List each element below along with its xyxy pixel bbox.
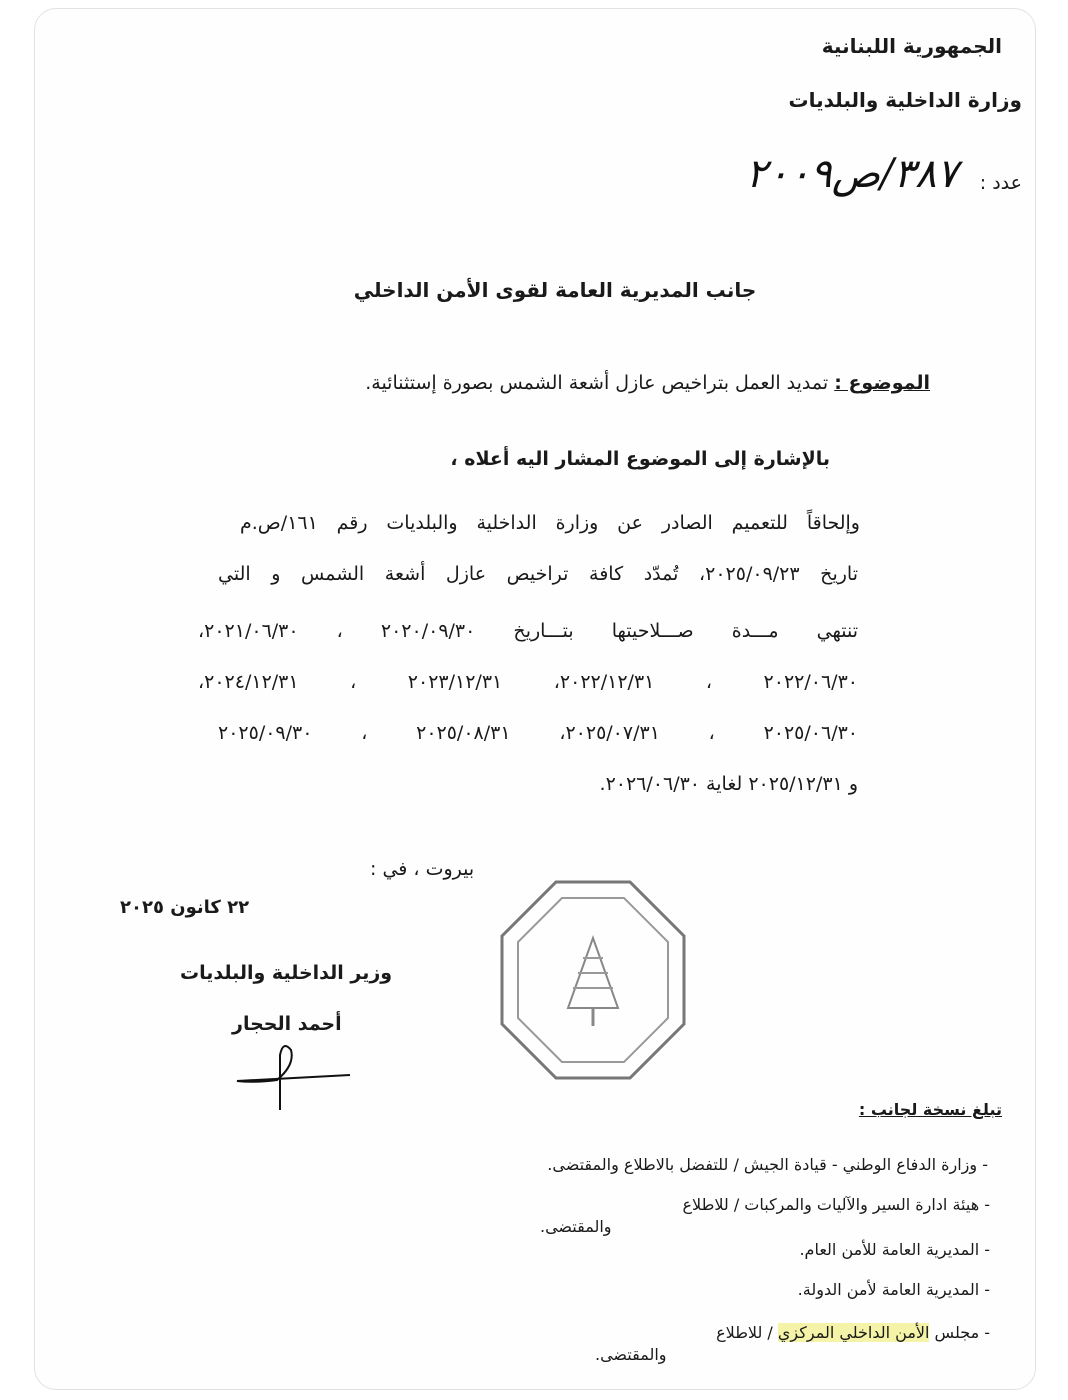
signatory-name: أحمد الحجار — [232, 1013, 342, 1035]
body-line: ٢٠٢٥/٠٦/٣٠ ، ٢٠٢٥/٠٧/٣١، ٢٠٢٥/٠٨/٣١ ، ٢٠٢٥/٠٩/٣٠ — [218, 722, 859, 744]
addressee: جانب المديرية العامة لقوى الأمن الداخلي — [353, 278, 757, 302]
subject-label: الموضوع : — [834, 372, 930, 394]
subject-line — [365, 372, 930, 395]
copy-recipient-continued: والمقتضى. — [540, 1217, 612, 1236]
copy-recipient — [716, 1323, 990, 1342]
body-line: وإلحاقاً للتعميم الصادر عن وزارة الداخلية والبلديات رقم ١٦١/ص.م — [240, 512, 860, 534]
body-line: ٢٠٢٢/٠٦/٣٠ ، ٢٠٢٢/١٢/٣١، ٢٠٢٣/١٢/٣١ ، ٢٠٢٤/١٢/٣١، — [198, 671, 858, 693]
place-label: بيروت ، في : — [370, 858, 475, 880]
subject-text: تمديد العمل بتراخيص عازل أشعة الشمس بصورة إستثنائية. — [365, 372, 829, 394]
handwritten-reference-number: ٣٨٧/ص٢٠٠٩ — [745, 151, 958, 197]
copy-recipient-continued: والمقتضى. — [595, 1345, 667, 1364]
signature-icon — [225, 1035, 355, 1115]
copy-recipient: - المديرية العامة لأمن الدولة. — [797, 1280, 990, 1299]
document-page — [34, 8, 1036, 1390]
highlighted-text: الأمن الداخلي المركزي — [777, 1323, 930, 1342]
ministry-heading: وزارة الداخلية والبلديات — [788, 88, 1022, 112]
body-line: تاريخ ٢٠٢٥/٠٩/٢٣، تُمدّد كافة تراخيص عازل أشعة الشمس و التي — [218, 563, 858, 585]
date-stamp: ٢٢ كانون ٢٠٢٥ — [120, 897, 250, 918]
number-label: عدد : — [979, 172, 1022, 194]
republic-heading: الجمهورية اللبنانية — [821, 34, 1002, 58]
copy-recipient-prefix: - مجلس — [929, 1323, 990, 1342]
signatory-title: وزير الداخلية والبلديات — [180, 962, 393, 984]
body-line: تنتهي مـــدة صـــلاحيتها بتـــاريخ ٢٠٢٠/٠٩/٣٠ ، ٢٠٢١/٠٦/٣٠، — [198, 620, 858, 642]
body-line: و ٢٠٢٥/١٢/٣١ لغاية ٢٠٢٦/٠٦/٣٠. — [599, 773, 858, 795]
copies-heading: تبلغ نسخة لجانب : — [858, 1100, 1002, 1119]
copy-recipient: - وزارة الدفاع الوطني - قيادة الجيش / للتفضل بالاطلاع والمقتضى. — [547, 1155, 988, 1174]
copy-recipient: - هيئة ادارة السير والآليات والمركبات / للاطلاع — [682, 1195, 990, 1214]
copy-recipient: - المديرية العامة للأمن العام. — [799, 1240, 990, 1259]
official-seal-icon — [498, 878, 688, 1083]
reference-line: بالإشارة إلى الموضوع المشار اليه أعلاه ، — [450, 448, 830, 470]
copy-recipient-suffix: / للاطلاع — [716, 1323, 778, 1342]
